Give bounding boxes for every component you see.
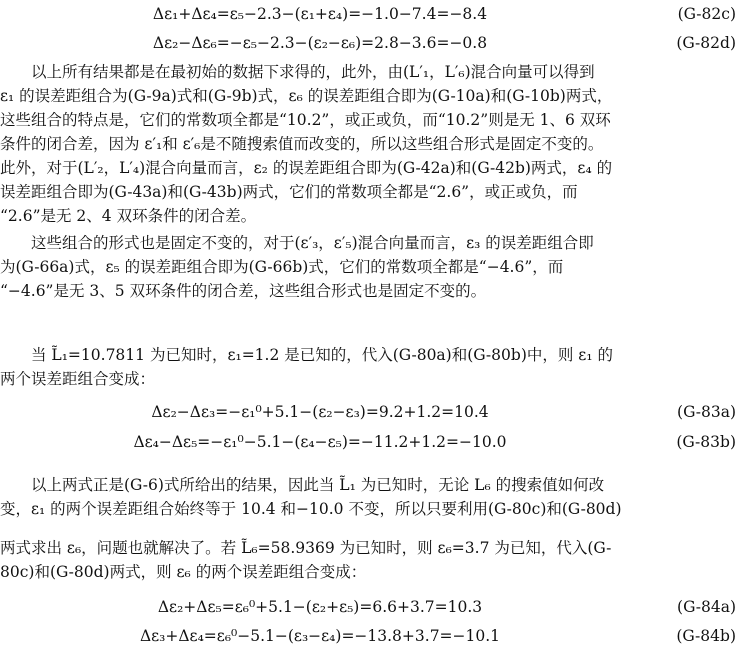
- text-line: 以上两式正是(G-6)式所给出的结果，因此当 L̃₁ 为已知时，无论 L₆ 的搜索值如何改: [0, 476, 605, 494]
- equation-g83b: [0, 430, 750, 454]
- paragraph-2: [0, 231, 750, 303]
- text-line: 两个误差距组合变成：: [0, 370, 156, 388]
- equation-formula: Δε₃+Δε₄=ε₆⁰−5.1−(ε₃−ε₄)=−13.8+3.7=−10.1: [139, 627, 501, 645]
- text-line: 这些组合的形式也是固定不变的，对于(ε′₃，ε′₅)混合向量而言，ε₃ 的误差距组合即: [0, 234, 594, 252]
- text-line: 这些组合的特点是，它们的常数项全都是“10.2”，或正或负，而“10.2”则是无 1、6 双环: [0, 111, 611, 129]
- text-line: 变，ε₁ 的两个误差距组合始终等于 10.4 和−10.0 不变，所以只要利用(G-80c)和(G-80d): [0, 500, 622, 518]
- equation-g84a: [0, 595, 750, 619]
- text-line: 两式求出 ε₆，问题也就解决了。若 L̃₆=58.9369 为已知时，则 ε₆=3.7 为已知，代入(G-: [0, 539, 612, 557]
- paragraph-5: [0, 536, 750, 584]
- text-line: “2.6”是无 2、4 双环条件的闭合差。: [0, 207, 257, 225]
- paragraph-4: [0, 473, 750, 521]
- text-line: “−4.6”是无 3、5 双环条件的闭合差，这些组合形式也是固定不变的。: [0, 282, 487, 300]
- text-line: 当 L̃₁=10.7811 为已知时，ε₁=1.2 是已知的，代入(G-80a)和(G-80b)中，则 ε₁ 的: [0, 346, 613, 364]
- paragraph-3: [0, 343, 750, 391]
- equation-g82d: [0, 31, 750, 55]
- text-line: 误差距组合即为(G-43a)和(G-43b)两式，它们的常数项全都是“2.6”，或正或负，而: [0, 183, 578, 201]
- equation-formula: Δε₄−Δε₅=−ε₁⁰−5.1−(ε₄−ε₅)=−11.2+1.2=−10.0: [133, 433, 507, 451]
- text-line: 此外，对于(L′₂，L′₄)混合向量而言，ε₂ 的误差距组合即为(G-42a)和(G-42b)两式，ε₄ 的: [0, 159, 613, 177]
- text-line: ε₁ 的误差距组合为(G-9a)式和(G-9b)式，ε₆ 的误差距组合即为(G-10a)和(G-10b)两式，: [0, 87, 613, 105]
- text-line: 条件的闭合差，因为 ε′₁和 ε′₆是不随搜索值而改变的，所以这些组合形式是固定不变的。: [0, 135, 604, 153]
- equation-g83a: [0, 400, 750, 424]
- equation-tag: (G-83b): [676, 433, 736, 451]
- equation-formula: Δε₂+Δε₅=ε₆⁰+5.1−(ε₂+ε₅)=6.6+3.7=10.3: [157, 598, 483, 616]
- equation-tag: (G-84b): [676, 627, 736, 645]
- equation-tag: (G-83a): [677, 403, 736, 421]
- text-line: 80c)和(G-80d)两式，则 ε₆ 的两个误差距组合变成：: [0, 563, 367, 581]
- equation-formula: Δε₁+Δε₄=ε₅−2.3−(ε₁+ε₄)=−1.0−7.4=−8.4: [152, 5, 488, 23]
- equation-formula: Δε₂−Δε₃=−ε₁⁰+5.1−(ε₂−ε₃)=9.2+1.2=10.4: [151, 403, 489, 421]
- paragraph-1: [0, 60, 750, 228]
- equation-g84b: [0, 624, 750, 648]
- text-line: 以上所有结果都是在最初始的数据下求得的，此外，由(L′₁，L′₆)混合向量可以得到: [0, 63, 595, 81]
- equation-g82c: [0, 2, 750, 26]
- equation-formula: Δε₂−Δε₆=−ε₅−2.3−(ε₂−ε₆)=2.8−3.6=−0.8: [152, 34, 488, 52]
- text-line: 为(G-66a)式，ε₅ 的误差距组合即为(G-66b)式，它们的常数项全都是“−4.6”，而: [0, 258, 564, 276]
- equation-tag: (G-82c): [677, 5, 736, 23]
- equation-tag: (G-84a): [677, 598, 736, 616]
- equation-tag: (G-82d): [676, 34, 736, 52]
